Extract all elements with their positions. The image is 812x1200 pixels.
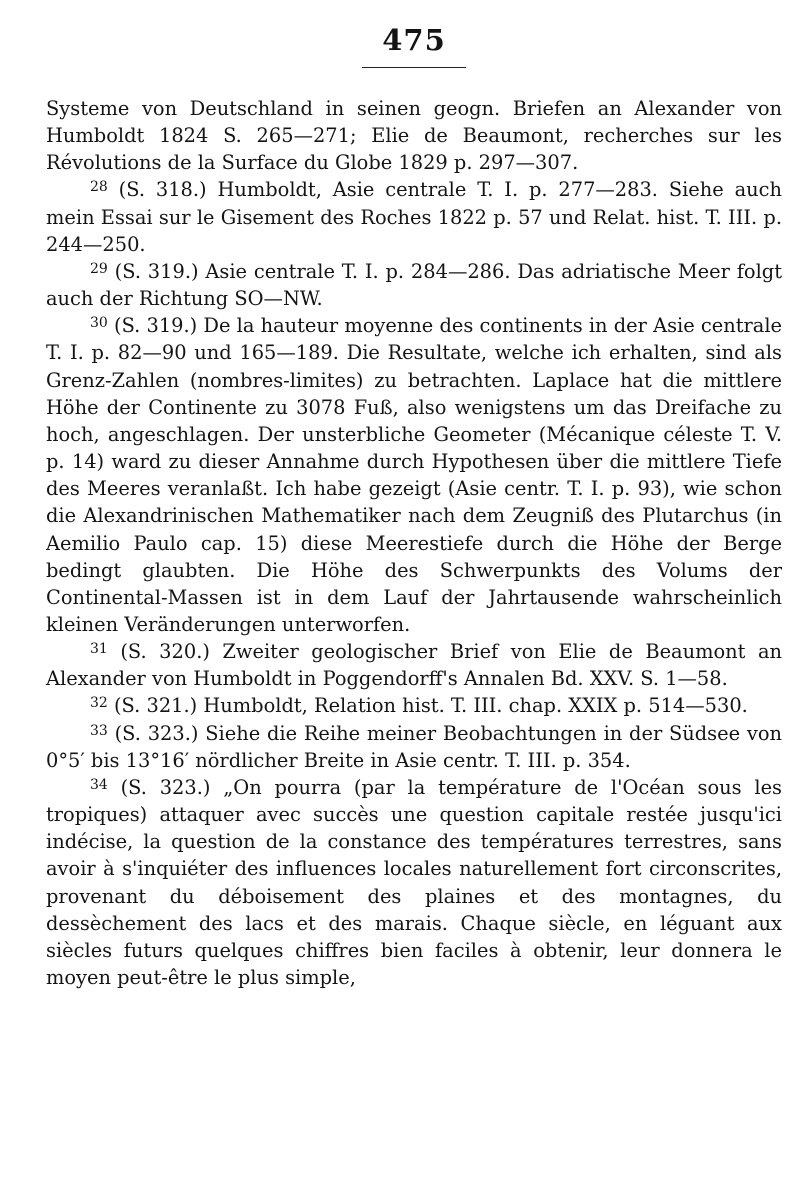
footnote-30 bbox=[46, 312, 782, 638]
footnote-text: Systeme von Deutschland in seinen geogn. Briefen an Alexander von Humboldt 1824 S. 265—271; Elie de Beaumont, recherches sur les Révolutions de la Surface du Globe 1829 p. 297—307. bbox=[46, 97, 782, 175]
book-page bbox=[46, 18, 782, 1188]
footnote-number: 32 bbox=[90, 695, 108, 712]
footnote-number: 31 bbox=[90, 641, 108, 658]
footnote-number: 33 bbox=[90, 722, 108, 739]
footnote-text: (S. 319.) Asie centrale T. I. p. 284—286. Das adriatische Meer folgt auch der Richtung SO—NW. bbox=[46, 259, 782, 311]
footnote-34 bbox=[46, 774, 782, 991]
header-rule bbox=[362, 67, 466, 68]
footnote-33 bbox=[46, 720, 782, 774]
footnote-32 bbox=[46, 692, 782, 719]
footnote-text: (S. 323.) „On pourra (par la température de l'Océan sous les tropiques) attaquer avec succès une question capitale restée jusqu'ici indécise, la question de la constance des températures terrestres, sans avoir à s'inquiéter des influences locales naturellement fort circonscrites, provenant du déboisement des plaines et des montagnes, du dessèchement des lacs et des marais. Chaque siècle, en léguant aux siècles futurs quelques chiffres bien faciles à obtenir, leur donnera le moyen peut-être le plus simple, bbox=[46, 775, 782, 989]
page-number: 475 bbox=[382, 23, 446, 57]
footnote-text: (S. 323.) Siehe die Reihe meiner Beobachtungen in der Südsee von 0°5′ bis 13°16′ nördlicher Breite in Asie centr. T. III. p. 354. bbox=[46, 721, 782, 772]
footnote-number: 30 bbox=[90, 315, 108, 332]
footnote-number: 28 bbox=[90, 179, 108, 196]
footnote-text: (S. 318.) Humboldt, Asie centrale T. I. p. 277—283. Siehe auch mein Essai sur le Gisement des Roches 1822 p. 57 und Relat. hist. T. III. p. 244—250. bbox=[46, 178, 782, 256]
footnote-text: (S. 320.) Zweiter geologischer Brief von Elie de Beaumont an Alexander von Humboldt in Poggendorff's Annalen Bd. XXV. S. 1—58. bbox=[46, 640, 782, 691]
footnote-31 bbox=[46, 638, 782, 692]
footnote-text: (S. 321.) Humboldt, Relation hist. T. III. chap. XXIX p. 514—530. bbox=[107, 694, 748, 718]
footnote-28 bbox=[46, 176, 782, 257]
footnote-text: (S. 319.) De la hauteur moyenne des continents in der Asie centrale T. I. p. 82—90 und 165—189. Die Resultate, welche ich erhalten, sind als Grenz-Zahlen (nombres-limites) zu betrachten. Laplace hat die mittlere Höhe der Continente zu 3078 Fuß, also wenigstens um das Dreifache zu hoch, angeschlagen. Der unsterbliche Geometer (Mécanique céleste T. V. p. 14) ward zu dieser Annahme durch Hypothesen über die mittlere Tiefe des Meeres veranlaßt. Ich habe gezeigt (Asie centr. T. I. p. 93), wie schon die Alexandrinischen Mathematiker nach dem Zeugniß des Plutarchus (in Aemilio Paulo cap. 15) diese Meerestiefe durch die Höhe der Berge bedingt glaubten. Die Höhe des Schwerpunkts des Volums der Continental-Massen ist in dem Lauf der Jahrtausende wahrscheinlich kleinen Veränderungen unterworfen. bbox=[46, 314, 782, 636]
footnote-continuation bbox=[46, 95, 782, 176]
footnotes bbox=[46, 95, 782, 991]
footnote-number: 29 bbox=[90, 260, 108, 277]
footnote-29 bbox=[46, 258, 782, 312]
footnote-number: 34 bbox=[90, 776, 108, 793]
